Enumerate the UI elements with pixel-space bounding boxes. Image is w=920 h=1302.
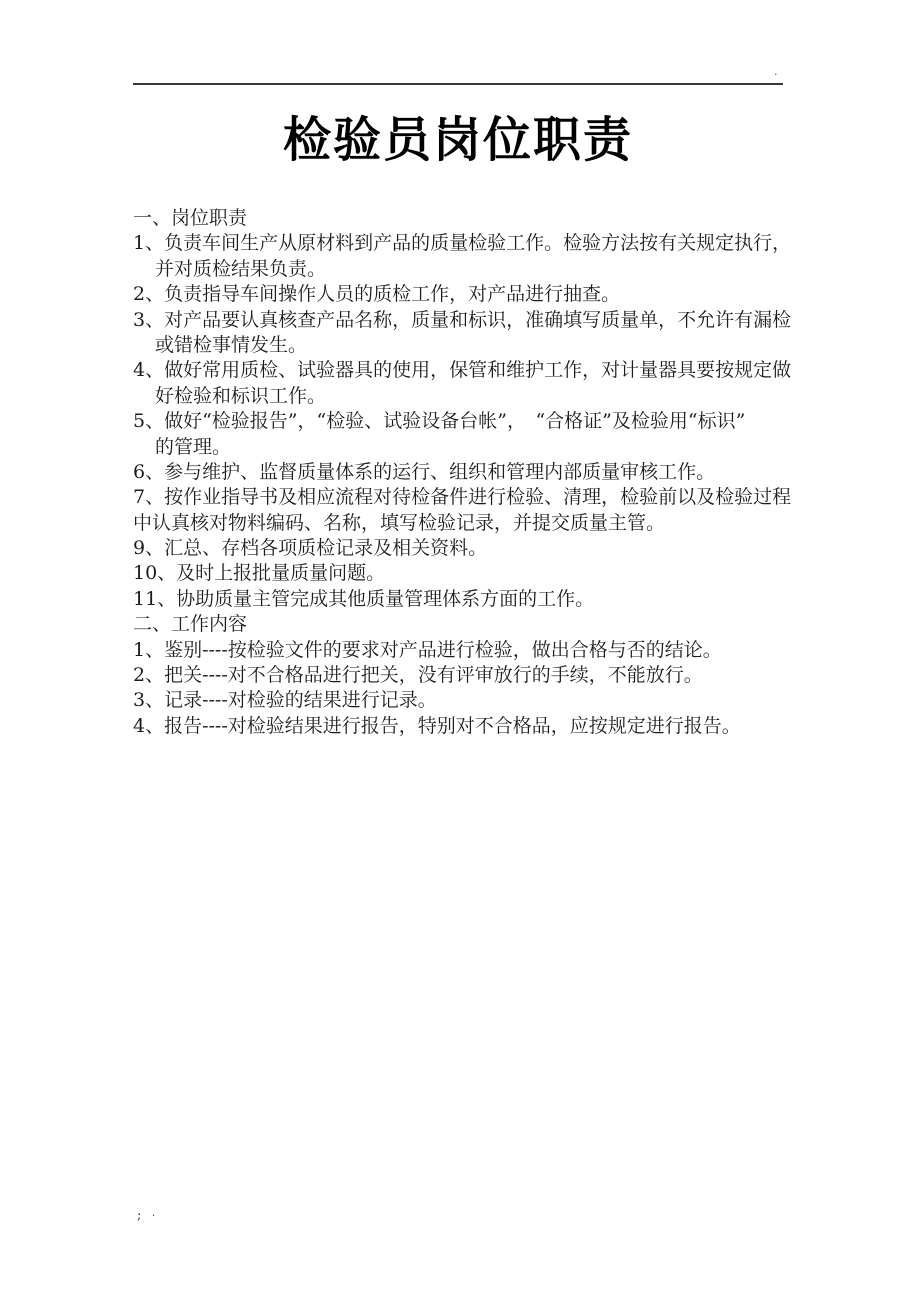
- text-line: 二、工作内容: [133, 613, 248, 636]
- page-title: 检验员岗位职责: [283, 112, 634, 168]
- text-line: 中认真核对物料编码、名称，填写检验记录，并提交质量主管。: [133, 511, 666, 534]
- corner-mark: .: [774, 65, 778, 78]
- text-line: 的管理。: [155, 435, 232, 458]
- text-line: 一、岗位职责: [133, 207, 248, 229]
- text-line: 9、汇总、存档各项质检记录及相关资料。: [133, 537, 488, 560]
- text-line: 3、记录----对检验的结果进行记录。: [133, 689, 437, 712]
- text-line: 2、把关----对不合格品进行把关，没有评审放行的手续，不能放行。: [133, 664, 703, 687]
- text-line: 2、负责指导车间操作人员的质检工作，对产品进行抽查。: [133, 283, 621, 306]
- text-line: 5、做好“检验报告”，“检验、试验设备台帐”， “合格证”及检验用“标识”: [133, 410, 746, 433]
- text-line: 10、及时上报批量质量问题。: [133, 562, 386, 585]
- text-line: 4、做好常用质检、试验器具的使用，保管和维护工作，对计量器具要按规定做: [133, 359, 792, 382]
- text-line: 7、按作业指导书及相应流程对待检备件进行检验、清理，检验前以及检验过程: [133, 486, 792, 509]
- text-line: 1、鉴别----按检验文件的要求对产品进行检验，做出合格与否的结论。: [133, 638, 722, 661]
- text-line: 11、协助质量主管完成其他质量管理体系方面的工作。: [133, 587, 595, 610]
- footer-mark-semicolon: ;: [137, 1208, 142, 1223]
- text-line: 4、报告----对检验结果进行报告，特别对不合格品，应按规定进行报告。: [133, 714, 741, 737]
- text-line: 6、参与维护、监督质量体系的运行、组织和管理内部质量审核工作。: [133, 460, 716, 483]
- text-line: 或错检事情发生。: [155, 333, 308, 356]
- footer-mark-dot: ·: [152, 1211, 156, 1222]
- text-line: 3、对产品要认真核查产品名称，质量和标识，准确填写质量单，不允许有漏检: [133, 308, 792, 331]
- header-rule: [133, 83, 783, 85]
- text-line: 好检验和标识工作。: [155, 384, 327, 407]
- text-line: 1、负责车间生产从原材料到产品的质量检验工作。检验方法按有关规定执行，: [133, 232, 792, 255]
- text-line: 并对质检结果负责。: [155, 257, 327, 280]
- document-body: [133, 206, 805, 739]
